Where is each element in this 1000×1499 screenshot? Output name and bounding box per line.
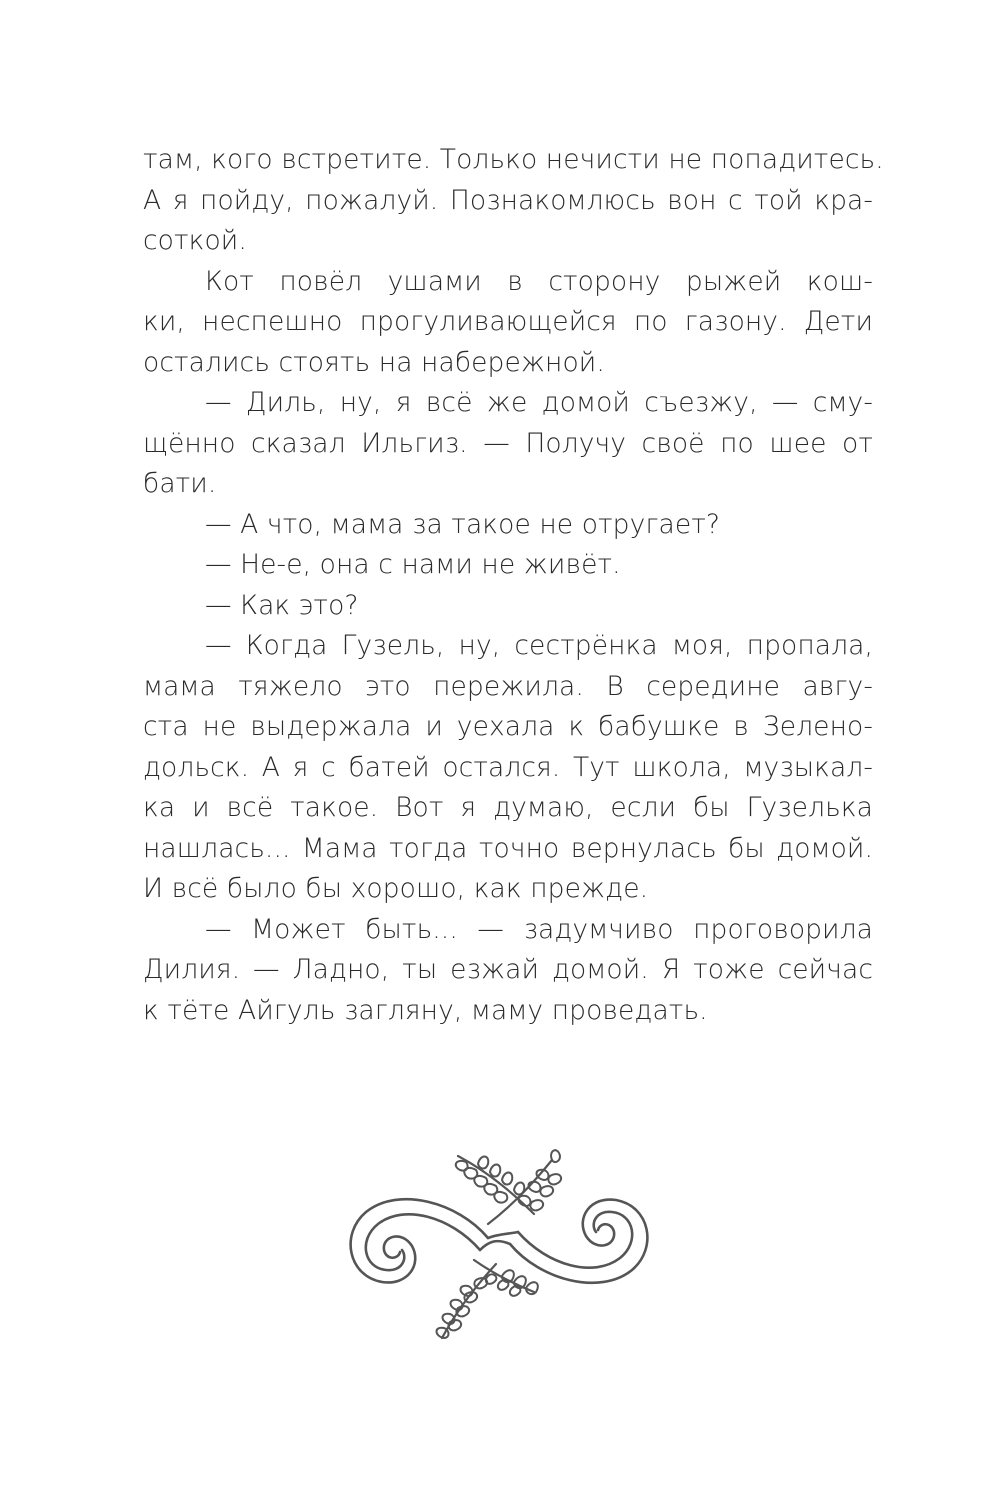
text-line: дольск. А я с батей остался. Тут школа, музыкал- xyxy=(143,751,873,783)
text-line: там, кого встретите. Только нечисти не попадитесь. xyxy=(143,144,884,175)
text-line: мама тяжело это пережила. В середине авгу- xyxy=(143,670,873,702)
text-line: нашлась... Мама тогда точно вернулась бы домой. xyxy=(143,832,873,864)
text-line: — Может быть... — задумчиво проговорила xyxy=(205,913,873,945)
text-line: И всё было бы хорошо, как прежде. xyxy=(143,873,649,904)
page-text xyxy=(143,140,884,1031)
text-line: ка и всё такое. Вот я думаю, если бы Гузелька xyxy=(143,792,873,823)
text-line: ста не выдержала и уехала к бабушке в Зелено- xyxy=(143,711,873,742)
text-line: ки, неспешно прогуливающейся по газону. Дети xyxy=(143,306,873,337)
text-line: — Когда Гузель, ну, сестрёнка моя, пропала, xyxy=(205,630,873,661)
text-line: остались стоять на набережной. xyxy=(143,346,605,378)
text-line: — Не-е, она с нами не живёт. xyxy=(205,549,621,580)
text-line: А я пойду, пожалуй. Познакомлюсь вон с той кра- xyxy=(143,184,873,216)
text-line: щённо сказал Ильгиз. — Получу своё по шее от xyxy=(143,427,873,459)
text-line: соткой. xyxy=(143,225,247,256)
text-line: — А что, мама за такое не отругает? xyxy=(205,508,721,540)
text-line: — Диль, ну, я всё же домой съезжу, — сму- xyxy=(205,387,873,418)
text-line: к тёте Айгуль загляну, маму проведать. xyxy=(143,994,708,1026)
floral-swirl-divider-icon xyxy=(338,1142,660,1340)
text-line: — Как это? xyxy=(205,589,359,621)
text-line: Дилия. — Ладно, ты езжай домой. Я тоже сейчас xyxy=(143,954,873,985)
text-line: Кот повёл ушами в сторону рыжей кош- xyxy=(205,265,873,297)
text-line: бати. xyxy=(143,468,217,499)
